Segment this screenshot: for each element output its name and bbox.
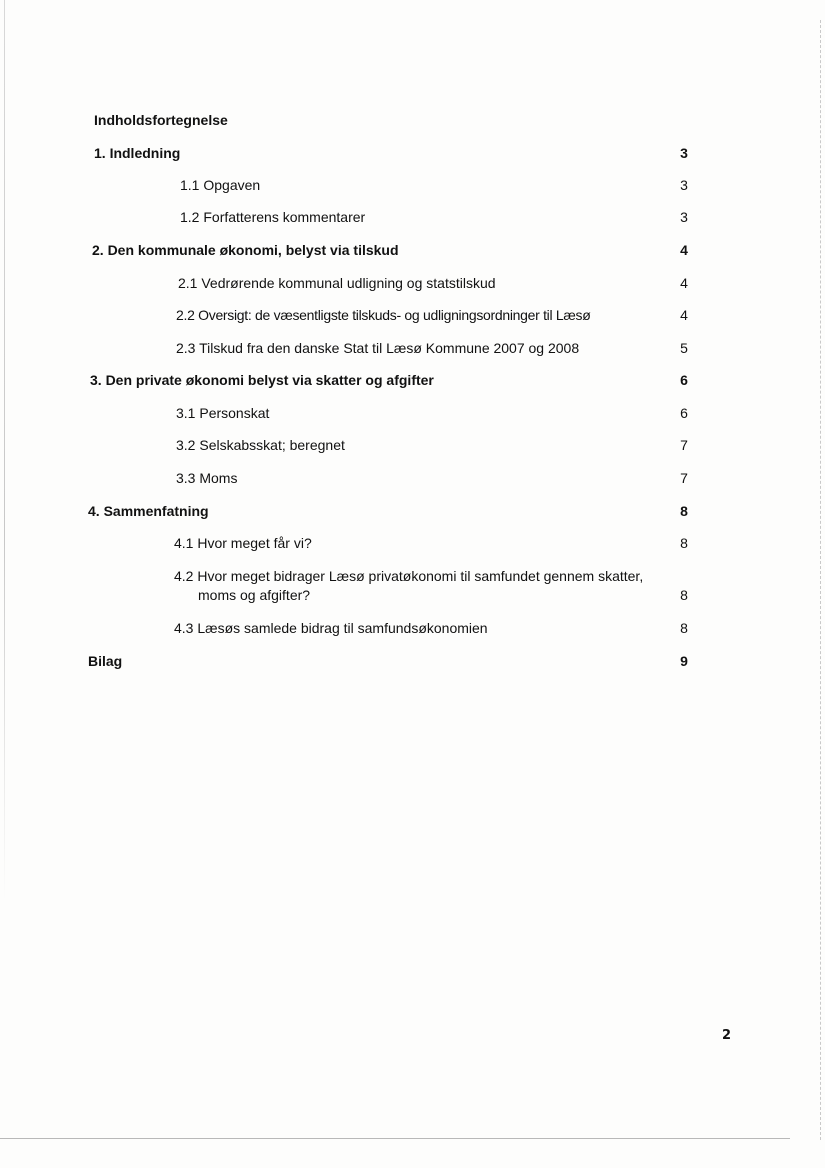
toc-subsection-2-1: 2.1 Vedrørende kommunal udligning og statstilskud	[178, 275, 496, 291]
toc-page-number: 8	[680, 503, 688, 519]
toc-section-3: 3. Den private økonomi belyst via skatter og afgifter	[90, 372, 434, 388]
toc-page-number: 7	[680, 470, 688, 486]
toc-page-number: 5	[680, 340, 688, 356]
toc-page-number: 4	[680, 275, 688, 291]
toc-subsection-4-2-line1: 4.2 Hvor meget bidrager Læsø privatøkonomi til samfundet gennem skatter,	[174, 568, 644, 584]
toc-page-number: 9	[680, 653, 688, 669]
toc-page-number: 4	[680, 242, 688, 258]
toc-page-number: 8	[680, 587, 688, 603]
scan-edge-bottom	[0, 1138, 790, 1139]
toc-subsection-1-1: 1.1 Opgaven	[180, 177, 261, 193]
toc-subsection-3-2: 3.2 Selskabsskat; beregnet	[176, 437, 345, 453]
toc-page-number: 4	[680, 307, 688, 323]
toc-title: Indholdsfortegnelse	[94, 112, 228, 128]
toc-page-number: 6	[680, 372, 688, 388]
toc-page-number: 3	[680, 209, 688, 225]
toc-appendix: Bilag	[88, 653, 123, 669]
scan-edge-left	[4, 0, 5, 900]
page-number: 2	[722, 1028, 732, 1043]
toc-page-number: 8	[680, 535, 688, 551]
toc-subsection-4-2	[174, 567, 674, 605]
toc-page-number: 6	[680, 405, 688, 421]
toc-section-2: 2. Den kommunale økonomi, belyst via tilskud	[92, 242, 399, 258]
toc-section-1: 1. Indledning	[94, 145, 181, 161]
toc-page-number: 8	[680, 620, 688, 636]
toc-subsection-4-1: 4.1 Hvor meget får vi?	[174, 535, 312, 551]
toc-subsection-2-3: 2.3 Tilskud fra den danske Stat til Læsø Kommune 2007 og 2008	[176, 340, 580, 356]
toc-subsection-2-2: 2.2 Oversigt: de væsentligste tilskuds- og udligningsordninger til Læsø	[176, 307, 591, 323]
toc-subsection-4-2-line2: moms og afgifter?	[198, 587, 311, 603]
toc-page-number: 3	[680, 177, 688, 193]
scan-edge-right	[820, 20, 822, 1140]
toc-subsection-1-2: 1.2 Forfatterens kommentarer	[180, 209, 366, 225]
toc-subsection-3-3: 3.3 Moms	[176, 470, 238, 486]
toc-page-number: 7	[680, 437, 688, 453]
toc-subsection-3-1: 3.1 Personskat	[176, 405, 270, 421]
toc-subsection-4-3: 4.3 Læsøs samlede bidrag til samfundsøkonomien	[174, 620, 488, 636]
toc-section-4: 4. Sammenfatning	[88, 503, 209, 519]
toc-page-number: 3	[680, 145, 688, 161]
